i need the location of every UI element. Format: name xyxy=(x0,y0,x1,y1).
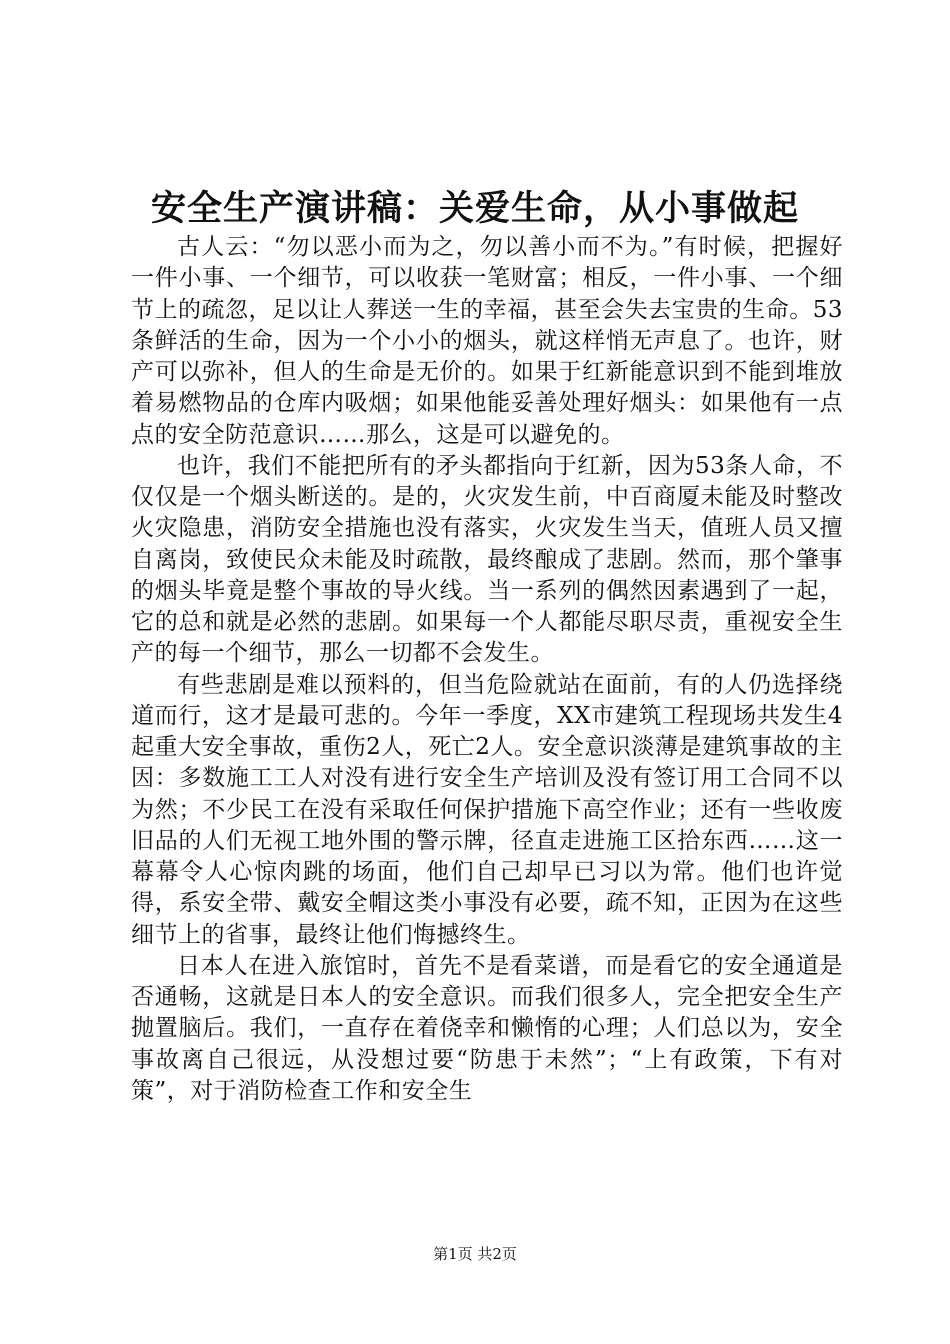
document-title: 安全生产演讲稿：关爱生命，从小事做起 xyxy=(150,188,799,229)
paragraph: 日本人在进入旅馆时，首先不是看菜谱，而是看它的安全通道是否通畅，这就是日本人的安全意识。而我们很多人，完全把安全生产抛置脑后。我们，一直存在着侥幸和懒惰的心理；人们总以为，安全事故离自己很远，从没想过要“防患于未然”；“上有政策，下有对策”，对于消防检查工作和安全生 xyxy=(131,952,843,1104)
document-body xyxy=(131,232,843,1107)
page-number-footer: 第1页 共2页 xyxy=(433,1245,517,1263)
paragraph: 有些悲剧是难以预料的，但当危险就站在面前，有的人仍选择绕道而行，这才是最可悲的。今年一季度，XX市建筑工程现场共发生4起重大安全事故，重伤2人，死亡2人。安全意识淡薄是建筑事故的主因：多数施工工人对没有进行安全生产培训及没有签订用工合同不以为然；不少民工在没有采取任何保护措施下高空作业；还有一些收废旧品的人们无视工地外围的警示牌，径直走进施工区拾东西……这一幕幕令人心惊肉跳的场面，他们自己却早已习以为常。他们也许觉得，系安全带、戴安全帽这类小事没有必要，疏不知，正因为在这些细节上的省事，最终让他们悔撼终生。 xyxy=(131,671,843,948)
paragraph: 古人云：“勿以恶小而为之，勿以善小而不为。”有时候，把握好一件小事、一个细节，可以收获一笔财富；相反，一件小事、一个细节上的疏忽，足以让人葬送一生的幸福，甚至会失去宝贵的生命。53条鲜活的生命，因为一个小小的烟头，就这样悄无声息了。也许，财产可以弥补，但人的生命是无价的。如果于红新能意识到不能到堆放着易燃物品的仓库内吸烟；如果他能妥善处理好烟头：如果他有一点点的安全防范意识……那么，这是可以避免的。 xyxy=(131,234,843,448)
paragraph: 也许，我们不能把所有的矛头都指向于红新，因为53条人命，不仅仅是一个烟头断送的。是的，火灾发生前，中百商厦未能及时整改火灾隐患，消防安全措施也没有落实，火灾发生当天，值班人员又擅自离岗，致使民众未能及时疏散，最终酿成了悲剧。然而，那个肇事的烟头毕竟是整个事故的导火线。当一系列的偶然因素遇到了一起，它的总和就是必然的悲剧。如果每一个人都能尽职尽责，重视安全生产的每一个细节，那么一切都不会发生。 xyxy=(131,452,843,667)
